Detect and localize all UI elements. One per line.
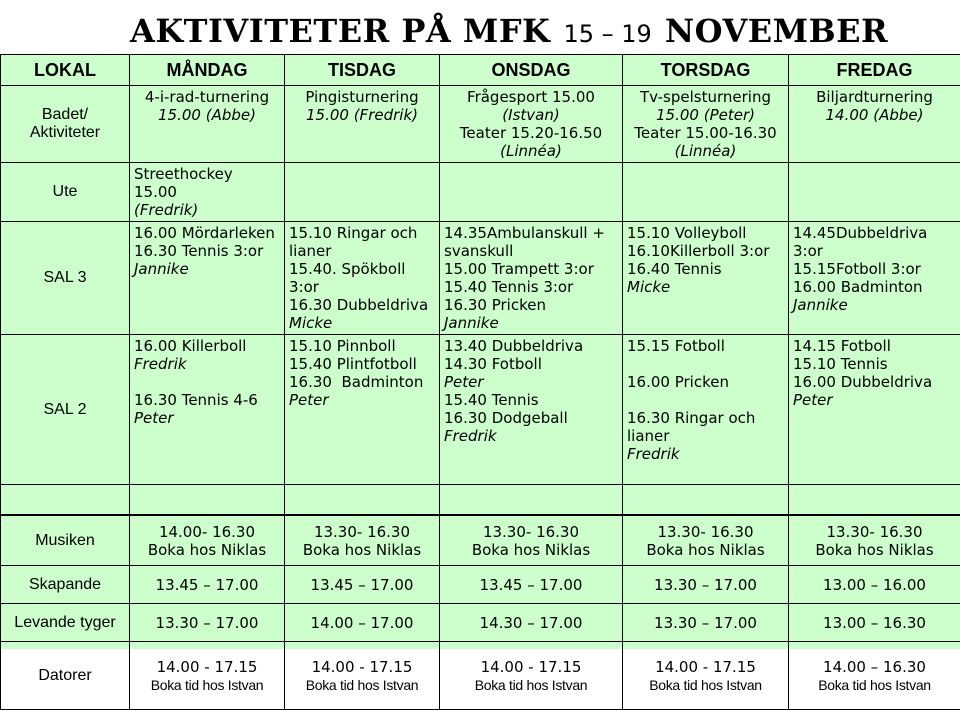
activity-line: 16.30 Tennis 3:or [134,242,280,260]
booking-cell [130,566,285,604]
activity-cell [789,163,960,222]
schedule-table [0,54,960,515]
activity-cell [623,335,789,485]
activity-cell [623,86,789,163]
activity-line: Streethockey 15.00 [134,165,280,201]
page-title [130,12,888,50]
activity-line: 15.10 Volleyboll [627,224,784,242]
activity-line: Micke [289,314,435,332]
header-lokal: LOKAL [1,55,130,86]
lokal-cell: Musiken [1,516,130,566]
booking-line: 13.30- 16.30 [627,523,784,541]
activity-line: 14.30 Fotboll [444,355,618,373]
activity-line: 15.40 Tennis 3:or [444,278,618,296]
spacer-cell [440,485,623,515]
lokal-cell: SAL 3 [1,222,130,335]
header-onsdag: ONSDAG [440,55,623,86]
booking-line: 13.30 – 17.00 [627,576,784,594]
activity-line: 16.40 Tennis [627,260,784,278]
activity-line: 16.10Killerboll 3:or [627,242,784,260]
lokal-cell: Badet/ Aktiviteter [1,86,130,163]
table-row [1,642,960,710]
lokal-cell: Datorer [1,642,130,710]
activity-line: 16.00 Dubbeldriva [793,373,956,391]
booking-line: Boka tid hos Istvan [793,676,956,694]
lokal-cell: SAL 2 [1,335,130,485]
activity-line: (Istvan) [444,106,618,124]
booking-line: 13.45 – 17.00 [444,576,618,594]
activity-line: 15.00 (Fredrik) [289,106,435,124]
activity-line: Jannike [134,260,280,278]
booking-line: 13.30- 16.30 [793,523,956,541]
activity-line: (Linnéa) [627,142,784,160]
activity-cell [285,86,440,163]
activity-line: 15.15Fotboll 3:or [793,260,956,278]
booking-line: 13.30 – 17.00 [627,614,784,632]
activity-line: 14.35Ambulanskull + svanskull [444,224,618,260]
activity-cell [285,163,440,222]
spacer-cell [285,485,440,515]
table-row [1,335,960,485]
activity-cell [130,163,285,222]
activity-cell [623,222,789,335]
booking-line: Boka hos Niklas [627,541,784,559]
booking-cell [130,604,285,642]
activity-line: Frågesport 15.00 [444,88,618,106]
booking-cell [789,642,960,710]
activity-line: 13.40 Dubbeldriva [444,337,618,355]
activity-cell [130,86,285,163]
title-part1: AKTIVITETER PÅ MFK [130,12,550,50]
activity-line: 16.00 Pricken [627,373,784,391]
activity-line: Biljardturnering [793,88,956,106]
booking-line: Boka hos Niklas [793,541,956,559]
booking-cell [440,642,623,710]
activity-line: (Linnéa) [444,142,618,160]
booking-line: 14.00 – 17.00 [289,614,435,632]
activity-cell [285,222,440,335]
activity-line: 16.00 Killerboll [134,337,280,355]
booking-cell [789,604,960,642]
title-dates: 15 – 19 [563,20,651,48]
activity-line: 14.45Dubbeldriva 3:or [793,224,956,260]
booking-line: 13.45 – 17.00 [289,576,435,594]
activity-line: 15.10 Tennis [793,355,956,373]
activity-line: 15.15 Fotboll [627,337,784,355]
activity-line: 16.30 Tennis 4-6 [134,391,280,409]
booking-line: Boka tid hos Istvan [444,676,618,694]
booking-cell [440,566,623,604]
lokal-cell: Skapande [1,566,130,604]
table-row [1,163,960,222]
booking-line: 14.00 - 17.15 [134,658,280,676]
spacer-row [1,485,960,515]
bottom-table [0,515,960,710]
booking-cell [623,642,789,710]
booking-cell [285,516,440,566]
activity-line: 15.10 Pinnboll [289,337,435,355]
booking-line: 14.30 – 17.00 [444,614,618,632]
spacer-cell [130,485,285,515]
activity-line: Teater 15.00-16.30 [627,124,784,142]
activity-cell [789,86,960,163]
booking-cell [130,516,285,566]
activity-cell [789,335,960,485]
schedule-sheet [0,54,960,649]
activity-line: 16.30 Dubbeldriva [289,296,435,314]
spacer-cell [623,485,789,515]
booking-line: 14.00 - 17.15 [289,658,435,676]
header-mandag: MÅNDAG [130,55,285,86]
table-row [1,566,960,604]
activity-cell [440,86,623,163]
booking-cell [285,642,440,710]
activity-line: 16.30 Pricken [444,296,618,314]
booking-line: 14.00 – 16.30 [793,658,956,676]
booking-line: 14.00 - 17.15 [444,658,618,676]
activity-line: 15.00 Trampett 3:or [444,260,618,278]
activity-line: Tv-spelsturnering [627,88,784,106]
booking-line: 13.00 – 16.30 [793,614,956,632]
booking-cell [285,604,440,642]
activity-line [627,355,784,373]
title-bar [0,0,960,54]
activity-line: 16.30 Dodgeball [444,409,618,427]
booking-cell [789,516,960,566]
booking-line: Boka tid hos Istvan [134,676,280,694]
header-row [1,55,960,86]
table-row [1,86,960,163]
activity-line: Fredrik [444,427,618,445]
booking-line: Boka hos Niklas [444,541,618,559]
activity-line: 15.40 Tennis [444,391,618,409]
booking-cell [623,566,789,604]
activity-line: Pingisturnering [289,88,435,106]
spacer-cell [1,485,130,515]
activity-line: Peter [134,409,280,427]
activity-line: 15.00 (Peter) [627,106,784,124]
booking-cell [623,516,789,566]
activity-cell [130,222,285,335]
booking-line: 13.45 – 17.00 [134,576,280,594]
booking-line: 13.30- 16.30 [289,523,435,541]
booking-cell [130,642,285,710]
activity-cell [789,222,960,335]
activity-line: 14.00 (Abbe) [793,106,956,124]
booking-line: Boka tid hos Istvan [289,676,435,694]
activity-cell [440,163,623,222]
activity-line: 4-i-rad-turnering [134,88,280,106]
lokal-cell: Levande tyger [1,604,130,642]
header-fredag: FREDAG [789,55,960,86]
header-tisdag: TISDAG [285,55,440,86]
spacer-cell [789,485,960,515]
booking-cell [440,516,623,566]
booking-line: 13.30 – 17.00 [134,614,280,632]
activity-line: 14.15 Fotboll [793,337,956,355]
booking-line: 13.00 – 16.00 [793,576,956,594]
booking-line: 14.00 - 17.15 [627,658,784,676]
activity-line: 16.00 Mördarleken [134,224,280,242]
activity-line: Jannike [444,314,618,332]
table-row [1,604,960,642]
activity-cell [440,222,623,335]
activity-line: Teater 15.20-16.50 [444,124,618,142]
activity-line: 15.00 (Abbe) [134,106,280,124]
activity-line: 15.40 Plintfotboll [289,355,435,373]
activity-line: Fredrik [627,445,784,463]
table-row [1,222,960,335]
activity-cell [623,163,789,222]
activity-line: Peter [444,373,618,391]
booking-cell [789,566,960,604]
activity-line: 15.40. Spökboll 3:or [289,260,435,296]
activity-line: 15.10 Ringar och lianer [289,224,435,260]
activity-line: (Fredrik) [134,201,280,219]
activity-line: 16.00 Badminton [793,278,956,296]
activity-cell [285,335,440,485]
activity-cell [440,335,623,485]
activity-line: Peter [793,391,956,409]
activity-line [627,391,784,409]
activity-line: Micke [627,278,784,296]
booking-cell [623,604,789,642]
title-part2: NOVEMBER [665,12,888,50]
booking-line: 14.00- 16.30 [134,523,280,541]
activity-line: Jannike [793,296,956,314]
table-row [1,516,960,566]
header-torsdag: TORSDAG [623,55,789,86]
activity-line: 16.30 Badminton [289,373,435,391]
activity-line [134,373,280,391]
booking-line: Boka hos Niklas [289,541,435,559]
lokal-cell: Ute [1,163,130,222]
booking-line: Boka hos Niklas [134,541,280,559]
booking-cell [440,604,623,642]
booking-line: 13.30- 16.30 [444,523,618,541]
booking-line: Boka tid hos Istvan [627,676,784,694]
booking-cell [285,566,440,604]
activity-cell [130,335,285,485]
activity-line: 16.30 Ringar och lianer [627,409,784,445]
activity-line: Peter [289,391,435,409]
activity-line: Fredrik [134,355,280,373]
